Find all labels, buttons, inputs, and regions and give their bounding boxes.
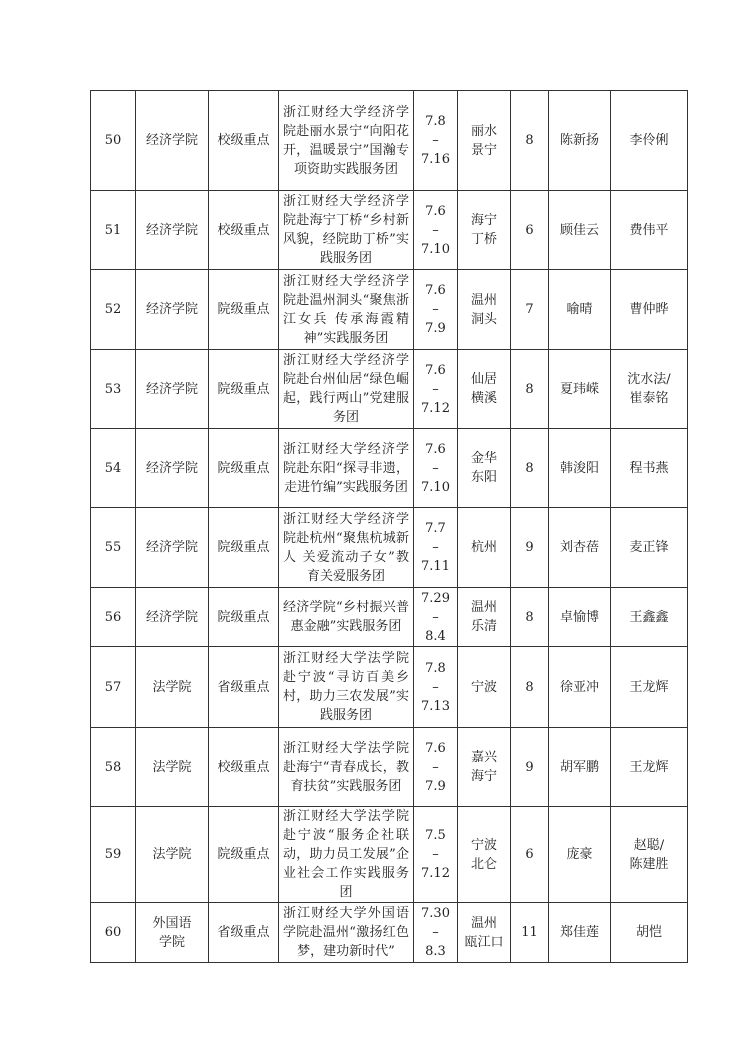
project-name-cell: 浙江财经大学外国语学院赴温州“激扬红色梦，建功新时代” xyxy=(279,903,414,963)
dates-cell: 7.8 – 7.16 xyxy=(414,91,458,191)
advisor-cell: 王鑫鑫 xyxy=(611,588,688,647)
dates-cell: 7.6 – 7.12 xyxy=(414,350,458,429)
dates-cell: 7.8 – 7.13 xyxy=(414,647,458,728)
location-cell: 温州 乐清 xyxy=(458,588,511,647)
leader-cell: 胡军鹏 xyxy=(549,728,611,807)
project-name-cell: 浙江财经大学经济学院赴杭州“聚焦杭城新人 关爱流动子女”教育关爱服务团 xyxy=(279,508,414,588)
leader-cell: 顾佳云 xyxy=(549,191,611,270)
leader-cell: 徐亚冲 xyxy=(549,647,611,728)
advisor-cell: 麦正锋 xyxy=(611,508,688,588)
project-name-cell: 浙江财经大学经济学院赴温州洞头“聚焦浙江女兵 传承海霞精神”实践服务团 xyxy=(279,270,414,350)
row-number: 55 xyxy=(91,508,136,588)
dates-cell: 7.5 – 7.12 xyxy=(414,807,458,903)
level-cell: 院级重点 xyxy=(209,429,279,508)
row-number: 56 xyxy=(91,588,136,647)
member-count-cell: 8 xyxy=(511,350,549,429)
row-number: 60 xyxy=(91,903,136,963)
college-cell: 经济学院 xyxy=(136,350,209,429)
leader-cell: 庞豪 xyxy=(549,807,611,903)
location-cell: 宁波 北仑 xyxy=(458,807,511,903)
advisor-cell: 王龙辉 xyxy=(611,647,688,728)
row-number: 58 xyxy=(91,728,136,807)
college-cell: 外国语 学院 xyxy=(136,903,209,963)
table-row xyxy=(91,903,688,963)
level-cell: 院级重点 xyxy=(209,588,279,647)
level-cell: 省级重点 xyxy=(209,903,279,963)
row-number: 54 xyxy=(91,429,136,508)
table-row xyxy=(91,350,688,429)
project-name-cell: 浙江财经大学法学院赴海宁“青春成长，教育扶贫”实践服务团 xyxy=(279,728,414,807)
member-count-cell: 8 xyxy=(511,91,549,191)
level-cell: 院级重点 xyxy=(209,807,279,903)
advisor-cell: 王龙辉 xyxy=(611,728,688,807)
table-row xyxy=(91,728,688,807)
college-cell: 经济学院 xyxy=(136,270,209,350)
location-cell: 丽水 景宁 xyxy=(458,91,511,191)
member-count-cell: 9 xyxy=(511,508,549,588)
dates-cell: 7.6 – 7.9 xyxy=(414,728,458,807)
location-cell: 宁波 xyxy=(458,647,511,728)
advisor-cell: 曹仲晔 xyxy=(611,270,688,350)
row-number: 52 xyxy=(91,270,136,350)
table-row xyxy=(91,91,688,191)
leader-cell: 韩浚阳 xyxy=(549,429,611,508)
table-row xyxy=(91,191,688,270)
advisor-cell: 胡恺 xyxy=(611,903,688,963)
location-cell: 杭州 xyxy=(458,508,511,588)
project-name-cell: 浙江财经大学经济学院赴海宁丁桥“乡村新风貌，经院助丁桥”实践服务团 xyxy=(279,191,414,270)
level-cell: 院级重点 xyxy=(209,350,279,429)
college-cell: 经济学院 xyxy=(136,429,209,508)
project-name-cell: 浙江财经大学经济学院赴东阳“探寻非遗，走进竹编”实践服务团 xyxy=(279,429,414,508)
advisor-cell: 费伟平 xyxy=(611,191,688,270)
dates-cell: 7.6 – 7.10 xyxy=(414,429,458,508)
advisor-cell: 赵聪/ 陈建胜 xyxy=(611,807,688,903)
row-number: 53 xyxy=(91,350,136,429)
level-cell: 省级重点 xyxy=(209,647,279,728)
college-cell: 法学院 xyxy=(136,728,209,807)
location-cell: 温州 瓯江口 xyxy=(458,903,511,963)
level-cell: 校级重点 xyxy=(209,191,279,270)
college-cell: 法学院 xyxy=(136,647,209,728)
table-row xyxy=(91,429,688,508)
leader-cell: 刘杏蓓 xyxy=(549,508,611,588)
college-cell: 经济学院 xyxy=(136,91,209,191)
row-number: 57 xyxy=(91,647,136,728)
member-count-cell: 8 xyxy=(511,588,549,647)
row-number: 50 xyxy=(91,91,136,191)
member-count-cell: 8 xyxy=(511,647,549,728)
leader-cell: 卓愉博 xyxy=(549,588,611,647)
leader-cell: 郑佳莲 xyxy=(549,903,611,963)
dates-cell: 7.30 – 8.3 xyxy=(414,903,458,963)
location-cell: 金华 东阳 xyxy=(458,429,511,508)
leader-cell: 夏玮嵘 xyxy=(549,350,611,429)
table-row xyxy=(91,508,688,588)
project-name-cell: 浙江财经大学法学院赴宁波“服务企社联动，助力员工发展”企业社会工作实践服务团 xyxy=(279,807,414,903)
table-row xyxy=(91,647,688,728)
member-count-cell: 8 xyxy=(511,429,549,508)
college-cell: 经济学院 xyxy=(136,508,209,588)
level-cell: 院级重点 xyxy=(209,508,279,588)
member-count-cell: 11 xyxy=(511,903,549,963)
row-number: 51 xyxy=(91,191,136,270)
dates-cell: 7.6 – 7.9 xyxy=(414,270,458,350)
project-name-cell: 浙江财经大学经济学院赴丽水景宁“向阳花开，温暖景宁”国瀚专项资助实践服务团 xyxy=(279,91,414,191)
member-count-cell: 6 xyxy=(511,191,549,270)
college-cell: 法学院 xyxy=(136,807,209,903)
location-cell: 仙居 横溪 xyxy=(458,350,511,429)
project-name-cell: 经济学院“乡村振兴普惠金融”实践服务团 xyxy=(279,588,414,647)
college-cell: 经济学院 xyxy=(136,588,209,647)
leader-cell: 陈新扬 xyxy=(549,91,611,191)
location-cell: 温州 洞头 xyxy=(458,270,511,350)
location-cell: 海宁 丁桥 xyxy=(458,191,511,270)
advisor-cell: 程书燕 xyxy=(611,429,688,508)
table-row xyxy=(91,807,688,903)
advisor-cell: 李伶俐 xyxy=(611,91,688,191)
project-name-cell: 浙江财经大学经济学院赴台州仙居“绿色崛起，践行两山”党建服务团 xyxy=(279,350,414,429)
member-count-cell: 7 xyxy=(511,270,549,350)
dates-cell: 7.6 – 7.10 xyxy=(414,191,458,270)
project-name-cell: 浙江财经大学法学院赴宁波“寻访百美乡村，助力三农发展”实践服务团 xyxy=(279,647,414,728)
row-number: 59 xyxy=(91,807,136,903)
level-cell: 校级重点 xyxy=(209,91,279,191)
dates-cell: 7.29 – 8.4 xyxy=(414,588,458,647)
member-count-cell: 9 xyxy=(511,728,549,807)
level-cell: 院级重点 xyxy=(209,270,279,350)
college-cell: 经济学院 xyxy=(136,191,209,270)
member-count-cell: 6 xyxy=(511,807,549,903)
level-cell: 校级重点 xyxy=(209,728,279,807)
advisor-cell: 沈水法/ 崔泰铭 xyxy=(611,350,688,429)
project-table xyxy=(90,90,688,963)
location-cell: 嘉兴 海宁 xyxy=(458,728,511,807)
dates-cell: 7.7 – 7.11 xyxy=(414,508,458,588)
leader-cell: 喻晴 xyxy=(549,270,611,350)
table-row xyxy=(91,588,688,647)
table-row xyxy=(91,270,688,350)
